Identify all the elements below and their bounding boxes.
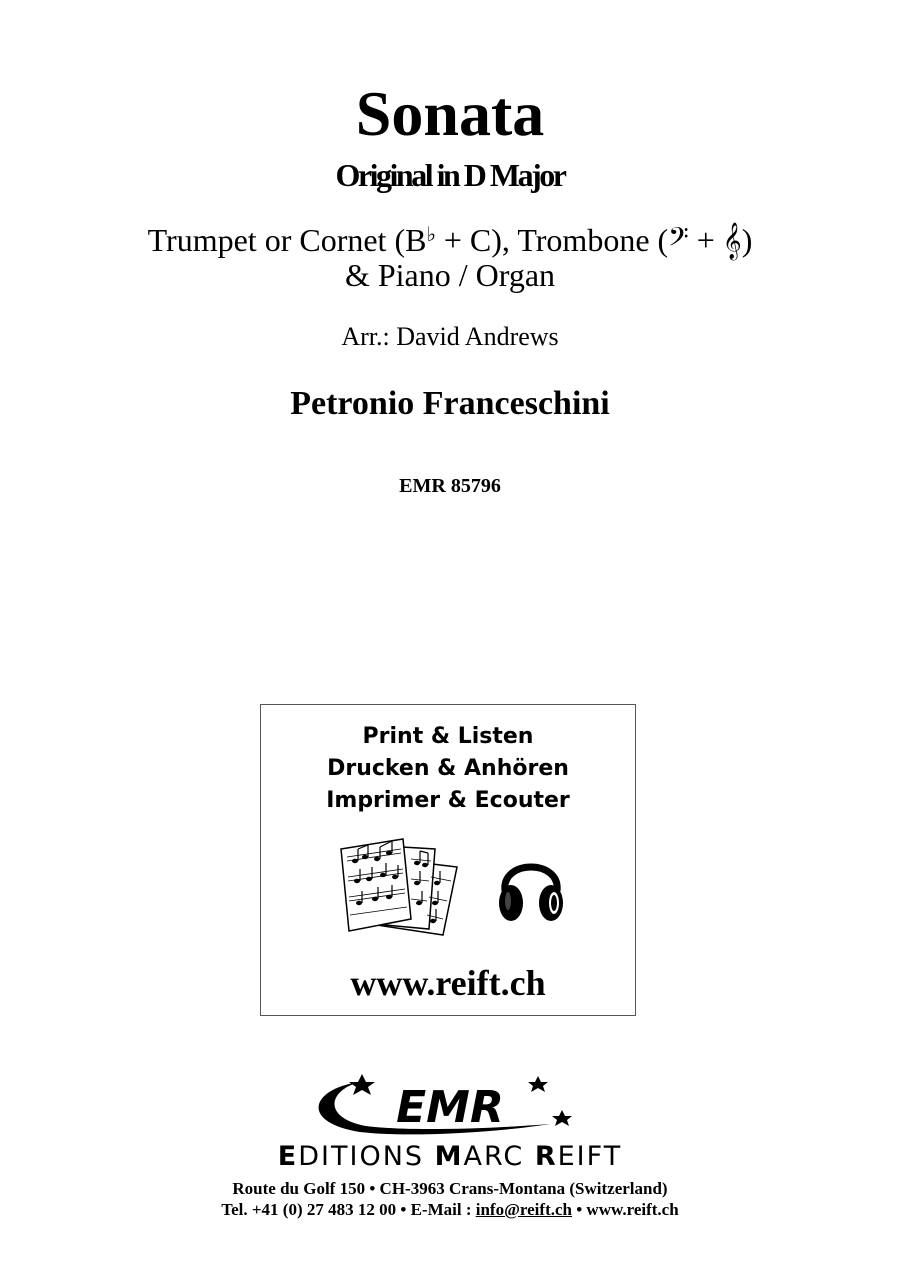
subtitle: Original in D Major: [335, 157, 565, 193]
publisher-name-arc: ARC: [463, 1141, 535, 1172]
catalog-number: EMR 85796: [399, 475, 501, 497]
instrumentation-part-3: ): [741, 222, 753, 258]
publisher-name-m: M: [434, 1141, 464, 1172]
publisher-name-eift: EIFT: [557, 1141, 623, 1172]
title: Sonata: [355, 78, 545, 149]
publisher-name-ditions: DITIONS: [298, 1141, 435, 1172]
instrumentation-plus: +: [688, 222, 723, 258]
flat-sign: ♭: [426, 224, 436, 246]
treble-clef-icon: 𝄞: [722, 222, 742, 258]
instrumentation-part-2: + C), Trombone (: [435, 222, 669, 258]
promo-line-french: Imprimer & Ecouter: [326, 788, 570, 813]
bass-clef-icon: 𝄢: [668, 222, 689, 258]
promo-line-german: Drucken & Anhören: [327, 756, 569, 781]
instrumentation-line-2: & Piano / Organ: [344, 257, 556, 293]
promo-url[interactable]: www.reift.ch: [350, 963, 546, 1003]
sheet-music-icon: [339, 837, 469, 937]
promo-line-english: Print & Listen: [362, 724, 534, 749]
emr-logo: [300, 1074, 600, 1140]
headphones-icon: [497, 845, 565, 927]
contact-prefix: Tel. +41 (0) 27 483 12 00 • E-Mail :: [221, 1200, 476, 1219]
publisher-name: [0, 1141, 900, 1173]
instrumentation-part-1: Trumpet or Cornet (B: [147, 222, 427, 258]
emr-logo-text: EMR: [396, 1082, 504, 1133]
email-link[interactable]: info@reift.ch: [475, 1200, 572, 1219]
composer: Petronio Franceschini: [290, 385, 610, 422]
publisher-name-r: R: [534, 1141, 558, 1172]
instrumentation-line-1: [0, 221, 900, 259]
arranger: Arr.: David Andrews: [341, 322, 559, 351]
publisher-address: Route du Golf 150 • CH-3963 Crans-Montana (Switzerland): [232, 1179, 668, 1198]
publisher-contact: [0, 1199, 900, 1221]
print-listen-box: [260, 704, 636, 1016]
publisher-name-e: E: [277, 1141, 299, 1172]
contact-suffix[interactable]: • www.reift.ch: [571, 1200, 679, 1219]
